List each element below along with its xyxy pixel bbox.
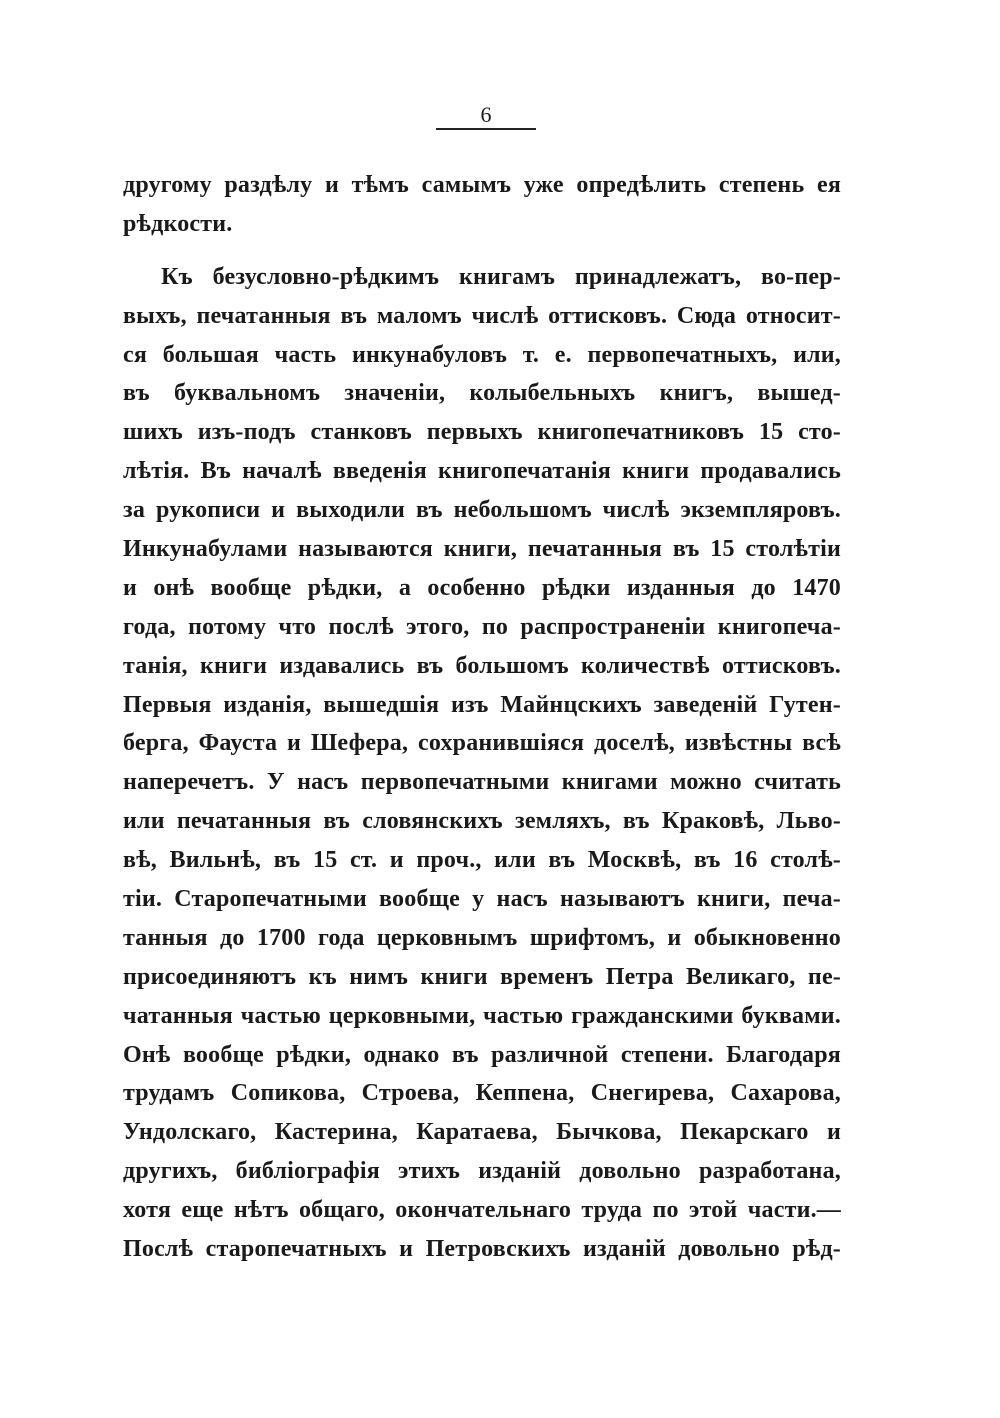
text-line: наперечетъ. У насъ первопечатными книгами можно считать xyxy=(123,769,841,796)
text-line: чатанныя частью церковными, частью гражданскими буквами. xyxy=(123,1002,841,1029)
text-line: или печатанныя въ словянскихъ земляхъ, въ Краковѣ, Льво- xyxy=(123,808,841,835)
text-line: хотя еще нѣтъ общаго, окончательнаго труда по этой части.— xyxy=(123,1197,841,1224)
text-line: другихъ, библіографія этихъ изданій довольно разработана, xyxy=(123,1158,841,1185)
text-line: тіи. Старопечатными вообще у насъ называютъ книги, печа- xyxy=(123,886,841,913)
paragraph-1 xyxy=(123,166,841,244)
text-line: и онѣ вообще рѣдки, а особенно рѣдки изданныя до 1470 xyxy=(123,574,841,601)
text-line: ся большая часть инкунабуловъ т. е. первопечатныхъ, или, xyxy=(123,341,841,368)
page-header xyxy=(0,102,1000,130)
text-line: выхъ, печатанныя въ маломъ числѣ оттисковъ. Сюда относит- xyxy=(123,302,841,329)
text-line: Первыя изданія, вышедшія изъ Майнцскихъ заведеній Гутен- xyxy=(123,691,841,718)
text-line: за рукописи и выходили въ небольшомъ числѣ экземпляровъ. xyxy=(123,497,841,524)
text-line: Послѣ старопечатныхъ и Петровскихъ изданій довольно рѣд- xyxy=(123,1236,841,1263)
page-number: 6 xyxy=(436,102,536,130)
page-body xyxy=(123,166,841,1269)
text-line: въ буквальномъ значеніи, колыбельныхъ книгъ, вышед- xyxy=(123,380,841,407)
text-line: вѣ, Вильнѣ, въ 15 ст. и проч., или въ Москвѣ, въ 16 столѣ- xyxy=(123,847,841,874)
text-line: шихъ изъ-подъ станковъ первыхъ книгопечатниковъ 15 сто- xyxy=(123,419,841,446)
text-line: лѣтія. Въ началѣ введенія книгопечатанія книги продавались xyxy=(123,458,841,485)
text-line: другому раздѣлу и тѣмъ самымъ уже опредѣлить степень ея xyxy=(123,172,841,198)
text-line: года, потому что послѣ этого, по распространеніи книгопеча- xyxy=(123,613,841,640)
text-line: берга, Фауста и Шефера, сохранившіяся доселѣ, извѣстны всѣ xyxy=(123,730,841,757)
text-line: Ундолскаго, Кастерина, Каратаева, Бычкова, Пекарскаго и xyxy=(123,1119,841,1146)
paragraph-2 xyxy=(123,258,841,1269)
text-line: Онѣ вообще рѣдки, однако въ различной степени. Благодаря xyxy=(123,1041,841,1068)
text-line: трудамъ Сопикова, Строева, Кеппена, Снегирева, Сахарова, xyxy=(123,1080,841,1107)
text-line: танныя до 1700 года церковнымъ шрифтомъ, и обыкновенно xyxy=(123,924,841,951)
text-line: Инкунабулами называются книги, печатанныя въ 15 столѣтіи xyxy=(123,536,841,563)
text-line: присоединяютъ къ нимъ книги временъ Петра Великаго, пе- xyxy=(123,963,841,990)
text-line: рѣдкости. xyxy=(123,210,233,237)
text-line: танія, книги издавались въ большомъ количествѣ оттисковъ. xyxy=(123,652,841,679)
text-line: Къ безусловно-рѣдкимъ книгамъ принадлежатъ, во-пер- xyxy=(161,263,841,290)
